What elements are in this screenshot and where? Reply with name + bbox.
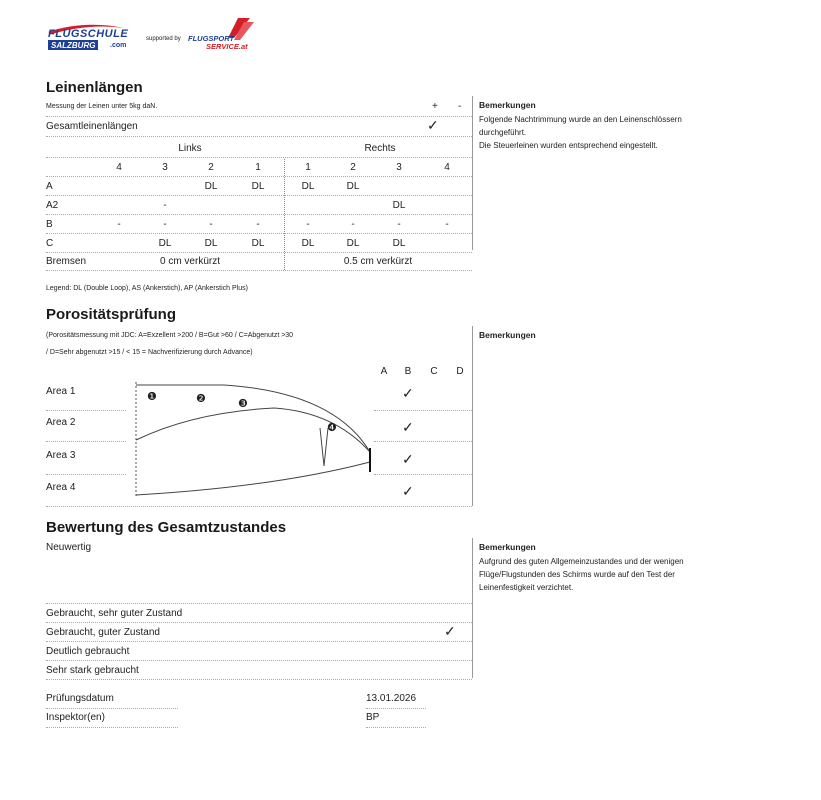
grade-b: B	[404, 366, 412, 377]
inspection-date-value: 13.01.2026	[366, 693, 417, 704]
column-header: 3	[162, 162, 168, 173]
logo-suffix: .com	[110, 42, 127, 49]
line-cell: DL	[251, 238, 265, 249]
area-2-check: ✓	[402, 419, 414, 435]
center-divider	[284, 159, 285, 270]
divider	[46, 116, 472, 117]
area-3-label: Area 3	[46, 450, 76, 461]
line-cell: DL	[346, 181, 360, 192]
divider	[46, 641, 472, 642]
lines-remarks-title: Bemerkungen	[479, 100, 536, 110]
grade-d: D	[456, 366, 464, 377]
divider	[46, 233, 472, 234]
divider	[46, 410, 126, 411]
divider	[46, 270, 472, 271]
divider	[46, 708, 178, 709]
logo-line1: FLUGSCHULE	[48, 28, 129, 40]
divider	[46, 176, 472, 177]
marker-3: ❸	[238, 398, 248, 410]
divider	[46, 441, 126, 442]
porosity-note-2: / D=Sehr abgenutzt >15 / < 15 = Nachverifizierung durch Advance)	[46, 349, 253, 356]
line-row-label: A2	[46, 200, 59, 211]
divider	[46, 214, 472, 215]
condition-remarks-title: Bemerkungen	[479, 542, 536, 552]
porosity-remarks-title: Bemerkungen	[479, 330, 536, 340]
line-cell: DL	[301, 238, 315, 249]
line-cell: DL	[204, 238, 218, 249]
condition-good: Gebraucht, guter Zustand	[46, 627, 160, 638]
column-header: 4	[444, 162, 450, 173]
column-header: 1	[255, 162, 261, 173]
condition-very-good: Gebraucht, sehr guter Zustand	[46, 608, 183, 619]
brakes-label: Bremsen	[46, 256, 87, 267]
total-lengths-label: Gesamtleinenlängen	[46, 121, 138, 132]
inspection-date-label: Prüfungsdatum	[46, 693, 114, 704]
divider	[366, 727, 426, 728]
flugschule-logo	[44, 22, 134, 50]
marker-2: ❷	[196, 393, 206, 405]
line-cell: -	[256, 219, 260, 230]
porosity-title: Porositätsprüfung	[46, 306, 176, 323]
brakes-right: 0.5 cm verkürzt	[343, 256, 413, 267]
divider	[46, 252, 472, 253]
divider	[46, 136, 472, 137]
line-row-label: C	[46, 238, 54, 249]
area-4-check: ✓	[402, 483, 414, 499]
line-cell: DL	[392, 200, 406, 211]
divider	[374, 474, 472, 475]
total-lengths-check: ✓	[427, 117, 439, 133]
left-header: Links	[178, 143, 202, 154]
divider	[46, 506, 472, 507]
line-cell: -	[306, 219, 310, 230]
minus-header: -	[458, 101, 462, 112]
line-row-label: B	[46, 219, 53, 230]
area-3-check: ✓	[402, 451, 414, 467]
line-cell: DL	[204, 181, 218, 192]
line-cell: -	[117, 219, 121, 230]
area-4-label: Area 4	[46, 482, 76, 493]
grade-c: C	[430, 366, 438, 377]
divider	[374, 410, 472, 411]
grade-a: A	[380, 366, 388, 377]
column-header: 2	[208, 162, 214, 173]
column-header: 4	[116, 162, 122, 173]
divider	[374, 441, 472, 442]
condition-clearly-used: Deutlich gebraucht	[46, 646, 130, 657]
divider	[46, 157, 472, 158]
column-header: 2	[350, 162, 356, 173]
area-2-label: Area 2	[46, 417, 76, 428]
area-1-label: Area 1	[46, 386, 76, 397]
partner-line1: FLUGSPORT	[188, 34, 235, 43]
line-cell: -	[445, 219, 449, 230]
marker-4: ❹	[327, 422, 337, 434]
lines-note: Messung der Leinen unter 5kg daN.	[46, 103, 158, 110]
brakes-left: 0 cm verkürzt	[159, 256, 220, 267]
partner-line2: SERVICE.at	[206, 42, 248, 51]
line-cell: -	[163, 200, 167, 211]
porosity-remarks-border	[472, 326, 473, 506]
line-cell: -	[351, 219, 355, 230]
divider	[46, 474, 126, 475]
condition-title: Bewertung des Gesamtzustandes	[46, 519, 287, 536]
remarks-border	[472, 96, 473, 250]
right-header: Rechts	[364, 143, 396, 154]
plus-header: +	[432, 101, 438, 112]
wing-diagram	[134, 382, 374, 500]
supported-by: supported by	[146, 36, 181, 42]
line-cell: DL	[158, 238, 172, 249]
condition-heavily-used: Sehr stark gebraucht	[46, 665, 139, 676]
condition-good-check: ✓	[444, 623, 456, 639]
divider	[46, 622, 472, 623]
marker-1: ❶	[147, 391, 157, 403]
condition-remarks: Aufgrund des guten Allgemeinzustandes und der wenigen Flüge/Flugstunden des Schirms wurde auf den Test der Leinenfestigkeit verzichtet.	[479, 557, 684, 592]
inspector-label: Inspektor(en)	[46, 712, 105, 723]
porosity-note-1: (Porositätsmessung mit JDC: A=Exzellent >200 / B=Gut >60 / C=Abgenutzt >30	[46, 332, 294, 339]
lines-title: Leinenlängen	[46, 79, 143, 96]
inspector-value: BP	[366, 712, 380, 723]
divider	[46, 660, 472, 661]
flugsport-logo	[188, 16, 260, 50]
line-cell: DL	[301, 181, 315, 192]
lines-remarks: Folgende Nachtrimmung wurde an den Leinenschlössern durchgeführt. Die Steuerleinen wurden entsprechend eingestellt.	[479, 115, 682, 150]
logo-line2: SALZBURG	[48, 40, 98, 50]
area-1-check: ✓	[402, 385, 414, 401]
line-cell: DL	[346, 238, 360, 249]
line-cell: -	[397, 219, 401, 230]
line-row-label: A	[46, 181, 53, 192]
condition-remarks-border	[472, 538, 473, 678]
divider	[46, 679, 472, 680]
divider	[366, 708, 426, 709]
line-cell: DL	[251, 181, 265, 192]
divider	[46, 195, 472, 196]
line-cell: DL	[392, 238, 406, 249]
divider	[46, 727, 178, 728]
line-cell: -	[209, 219, 213, 230]
legend: Legend: DL (Double Loop), AS (Ankerstich), AP (Ankerstich Plus)	[46, 285, 248, 292]
column-header: 3	[396, 162, 402, 173]
divider	[46, 603, 472, 604]
column-header: 1	[305, 162, 311, 173]
line-cell: -	[163, 219, 167, 230]
condition-new: Neuwertig	[46, 542, 92, 553]
